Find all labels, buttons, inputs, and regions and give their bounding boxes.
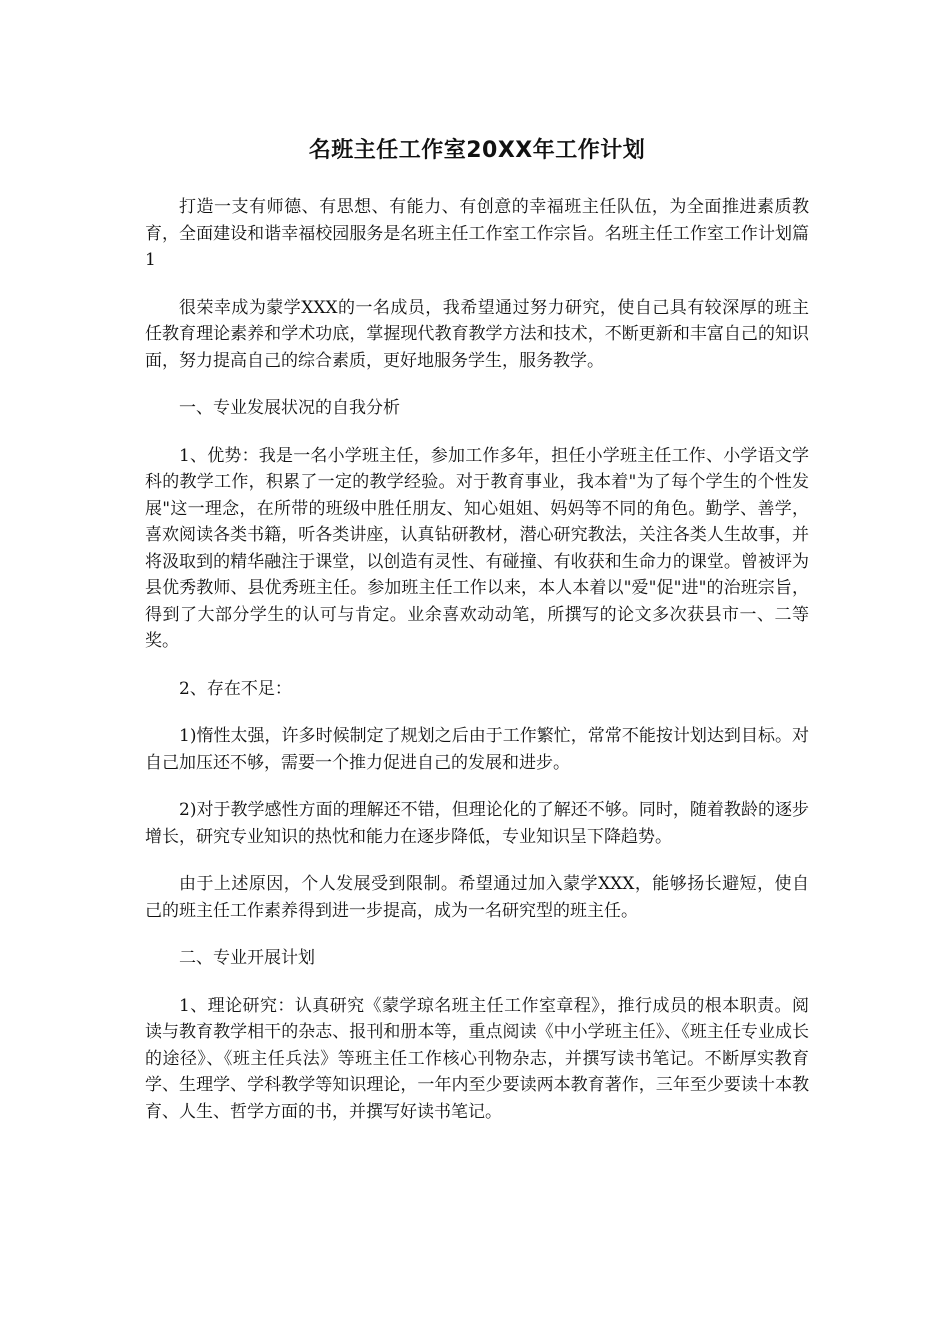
document-page [145, 128, 809, 1146]
intro-paragraph: 打造一支有师德、有思想、有能力、有创意的幸福班主任队伍，为全面推进素质教育，全面建设和谐幸福校园服务是名班主任工作室工作宗旨。名班主任工作室工作计划篇1 [145, 197, 809, 270]
member-statement-paragraph: 很荣幸成为蒙学XXX的一名成员，我希望通过努力研究，使自己具有较深厚的班主任教育理论素养和学术功底，掌握现代教育教学方法和技术，不断更新和丰富自己的知识面，努力提高自己的综合素质，更好地服务学生，服务教学。 [145, 297, 809, 371]
section-heading-self-analysis: 一、专业发展状况的自我分析 [179, 398, 400, 418]
theory-study-paragraph: 1、理论研究：认真研究《蒙学琼名班主任工作室章程》，推行成员的根本职责。阅读与教育教学相干的杂志、报刊和册本等，重点阅读《中小学班主任》、《班主任专业成长的途径》、《班主任兵法》等班主任工作核心刊物杂志，并撰写读书笔记。不断厚实教育学、生理学、学科教学等知识理论，一年内至少要读两本教育著作，三年至少要读十本教育、人生、哲学方面的书，并撰写好读书笔记。 [145, 995, 809, 1122]
weakness-item-2: 2)对于教学感性方面的理解还不错，但理论化的了解还不够。同时，随着教龄的逐步增长，研究专业知识的热忱和能力在逐步降低，专业知识呈下降趋势。 [145, 800, 809, 847]
document-title: 名班主任工作室20XX年工作计划 [308, 138, 646, 163]
weaknesses-heading: 2、存在不足： [179, 678, 292, 699]
reason-paragraph: 由于上述原因，个人发展受到限制。希望通过加入蒙学XXX，能够扬长避短，使自己的班主任工作素养得到进一步提高，成为一名研究型的班主任。 [145, 874, 809, 921]
weakness-item-1: 1)惰性太强，许多时候制定了规划之后由于工作繁忙，常常不能按计划达到目标。对自己加压还不够，需要一个推力促进自己的发展和进步。 [145, 726, 809, 773]
section-heading-development-plan: 二、专业开展计划 [179, 948, 315, 968]
strengths-paragraph: 1、优势：我是一名小学班主任，参加工作多年，担任小学班主任工作、小学语文学科的教学工作，积累了一定的教学经验。对于教育事业，我本着"为了每个学生的个性发展"这一理念，在所带的班级中胜任朋友、知心姐姐、妈妈等不同的角色。勤学、善学，喜欢阅读各类书籍，听各类讲座，认真钻研教材，潜心研究教法，关注各类人生故事，并将汲取到的精华融注于课堂，以创造有灵性、有碰撞、有收获和生命力的课堂。曾被评为县优秀教师、县优秀班主任。参加班主任工作以来，本人本着以"爱"促"进"的治班宗旨，得到了大部分学生的认可与肯定。业余喜欢动动笔，所撰写的论文多次获县市一、二等奖。 [145, 445, 809, 651]
